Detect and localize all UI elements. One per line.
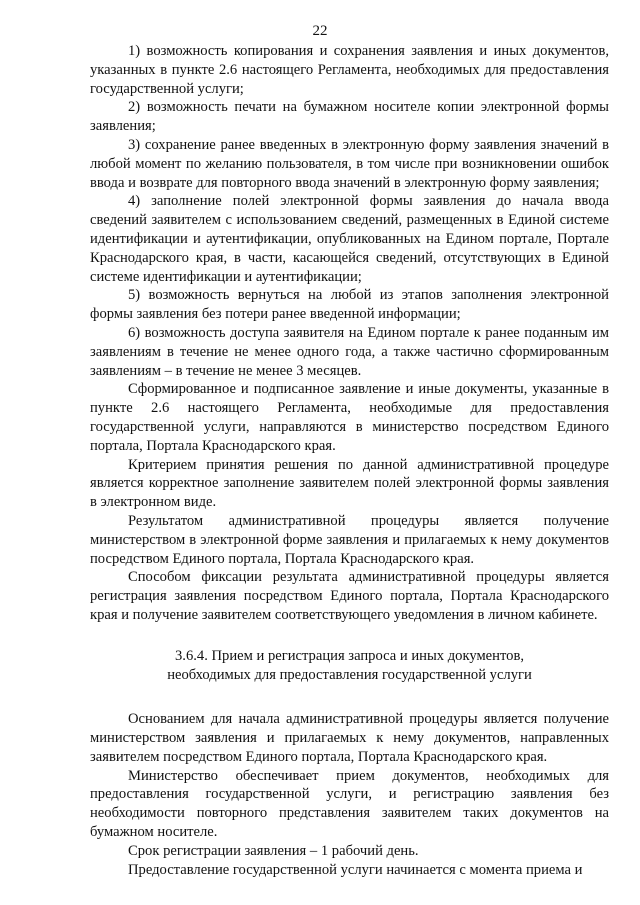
paragraph-criterion: Критерием принятия решения по данной административной процедуре является корректное заполнение заявителем полей электронной формы заявления в электронном виде. <box>90 456 609 511</box>
paragraph-fixation: Способом фиксации результата административной процедуры является регистрация заявления посредством Единого портала, Портала Краснодарского края и получение заявителем соответствующего уведомления в личном кабинете. <box>90 569 609 623</box>
paragraph-basis: Основанием для начала административной процедуры является получение министерством заявления и прилагаемых к нему документов, направленных заявителем посредством Единого портала, Портала Краснодарского края. <box>90 711 609 765</box>
paragraph-item-1: 1) возможность копирования и сохранения заявления и иных документов, указанных в пункте 2.6 настоящего Регламента, необходимых для предоставления государственной услуги; <box>90 43 609 97</box>
paragraph-acceptance: Министерство обеспечивает прием документов, необходимых для предоставления государственной услуги, и регистрацию заявления без необходимости повторного представления заявителем таких документов на бумажном носителе. <box>90 767 609 841</box>
section-heading-line-2: необходимых для предоставления государственной услуги <box>167 666 532 683</box>
paragraph-item-2: 2) возможность печати на бумажном носителе копии электронной формы заявления; <box>90 99 609 135</box>
section-heading-line-1: 3.6.4. Прием и регистрация запроса и иных документов, <box>175 647 524 664</box>
paragraph-item-6: 6) возможность доступа заявителя на Едином портале к ранее поданным им заявлениям в течение не менее одного года, а также частично сформированным заявлениям – в течение не менее 3 месяцев. <box>90 324 609 379</box>
document-body <box>90 42 609 879</box>
section-heading <box>90 647 609 685</box>
paragraph-result: Результатом административной процедуры является получение министерством в электронной форме заявления и прилагаемых к нему документов посредством Единого портала, Портала Краснодарского края. <box>90 512 609 567</box>
paragraph-item-3: 3) сохранение ранее введенных в электронную форму заявления значений в любой момент по желанию пользователя, в том числе при возникновении ошибок ввода и возврате для повторного ввода значений в электронную форму заявления; <box>90 136 609 191</box>
paragraph-item-5: 5) возможность вернуться на любой из этапов заполнения электронной формы заявления без потери ранее введенной информации; <box>90 287 609 323</box>
paragraph-service-start: Предоставление государственной услуги начинается с момента приема и <box>128 861 583 878</box>
paragraph-submission: Сформированное и подписанное заявление и иные документы, указанные в пункте 2.6 настоящего Регламента, необходимые для предоставления государственной услуги, направляются в министерство посредством Единого портала, Портала Краснодарского края. <box>90 381 609 454</box>
paragraph-registration-term: Срок регистрации заявления – 1 рабочий день. <box>128 842 419 859</box>
page-number: 22 <box>312 23 328 39</box>
paragraph-item-4: 4) заполнение полей электронной формы заявления до начала ввода сведений заявителем с использованием сведений, размещенных в Единой системе идентификации и аутентификации, опубликованных на Едином портале, Портале Краснодарского края, в части, касающейся сведений, отсутствующих в Единой системе идентификации и аутентификации; <box>90 193 609 285</box>
